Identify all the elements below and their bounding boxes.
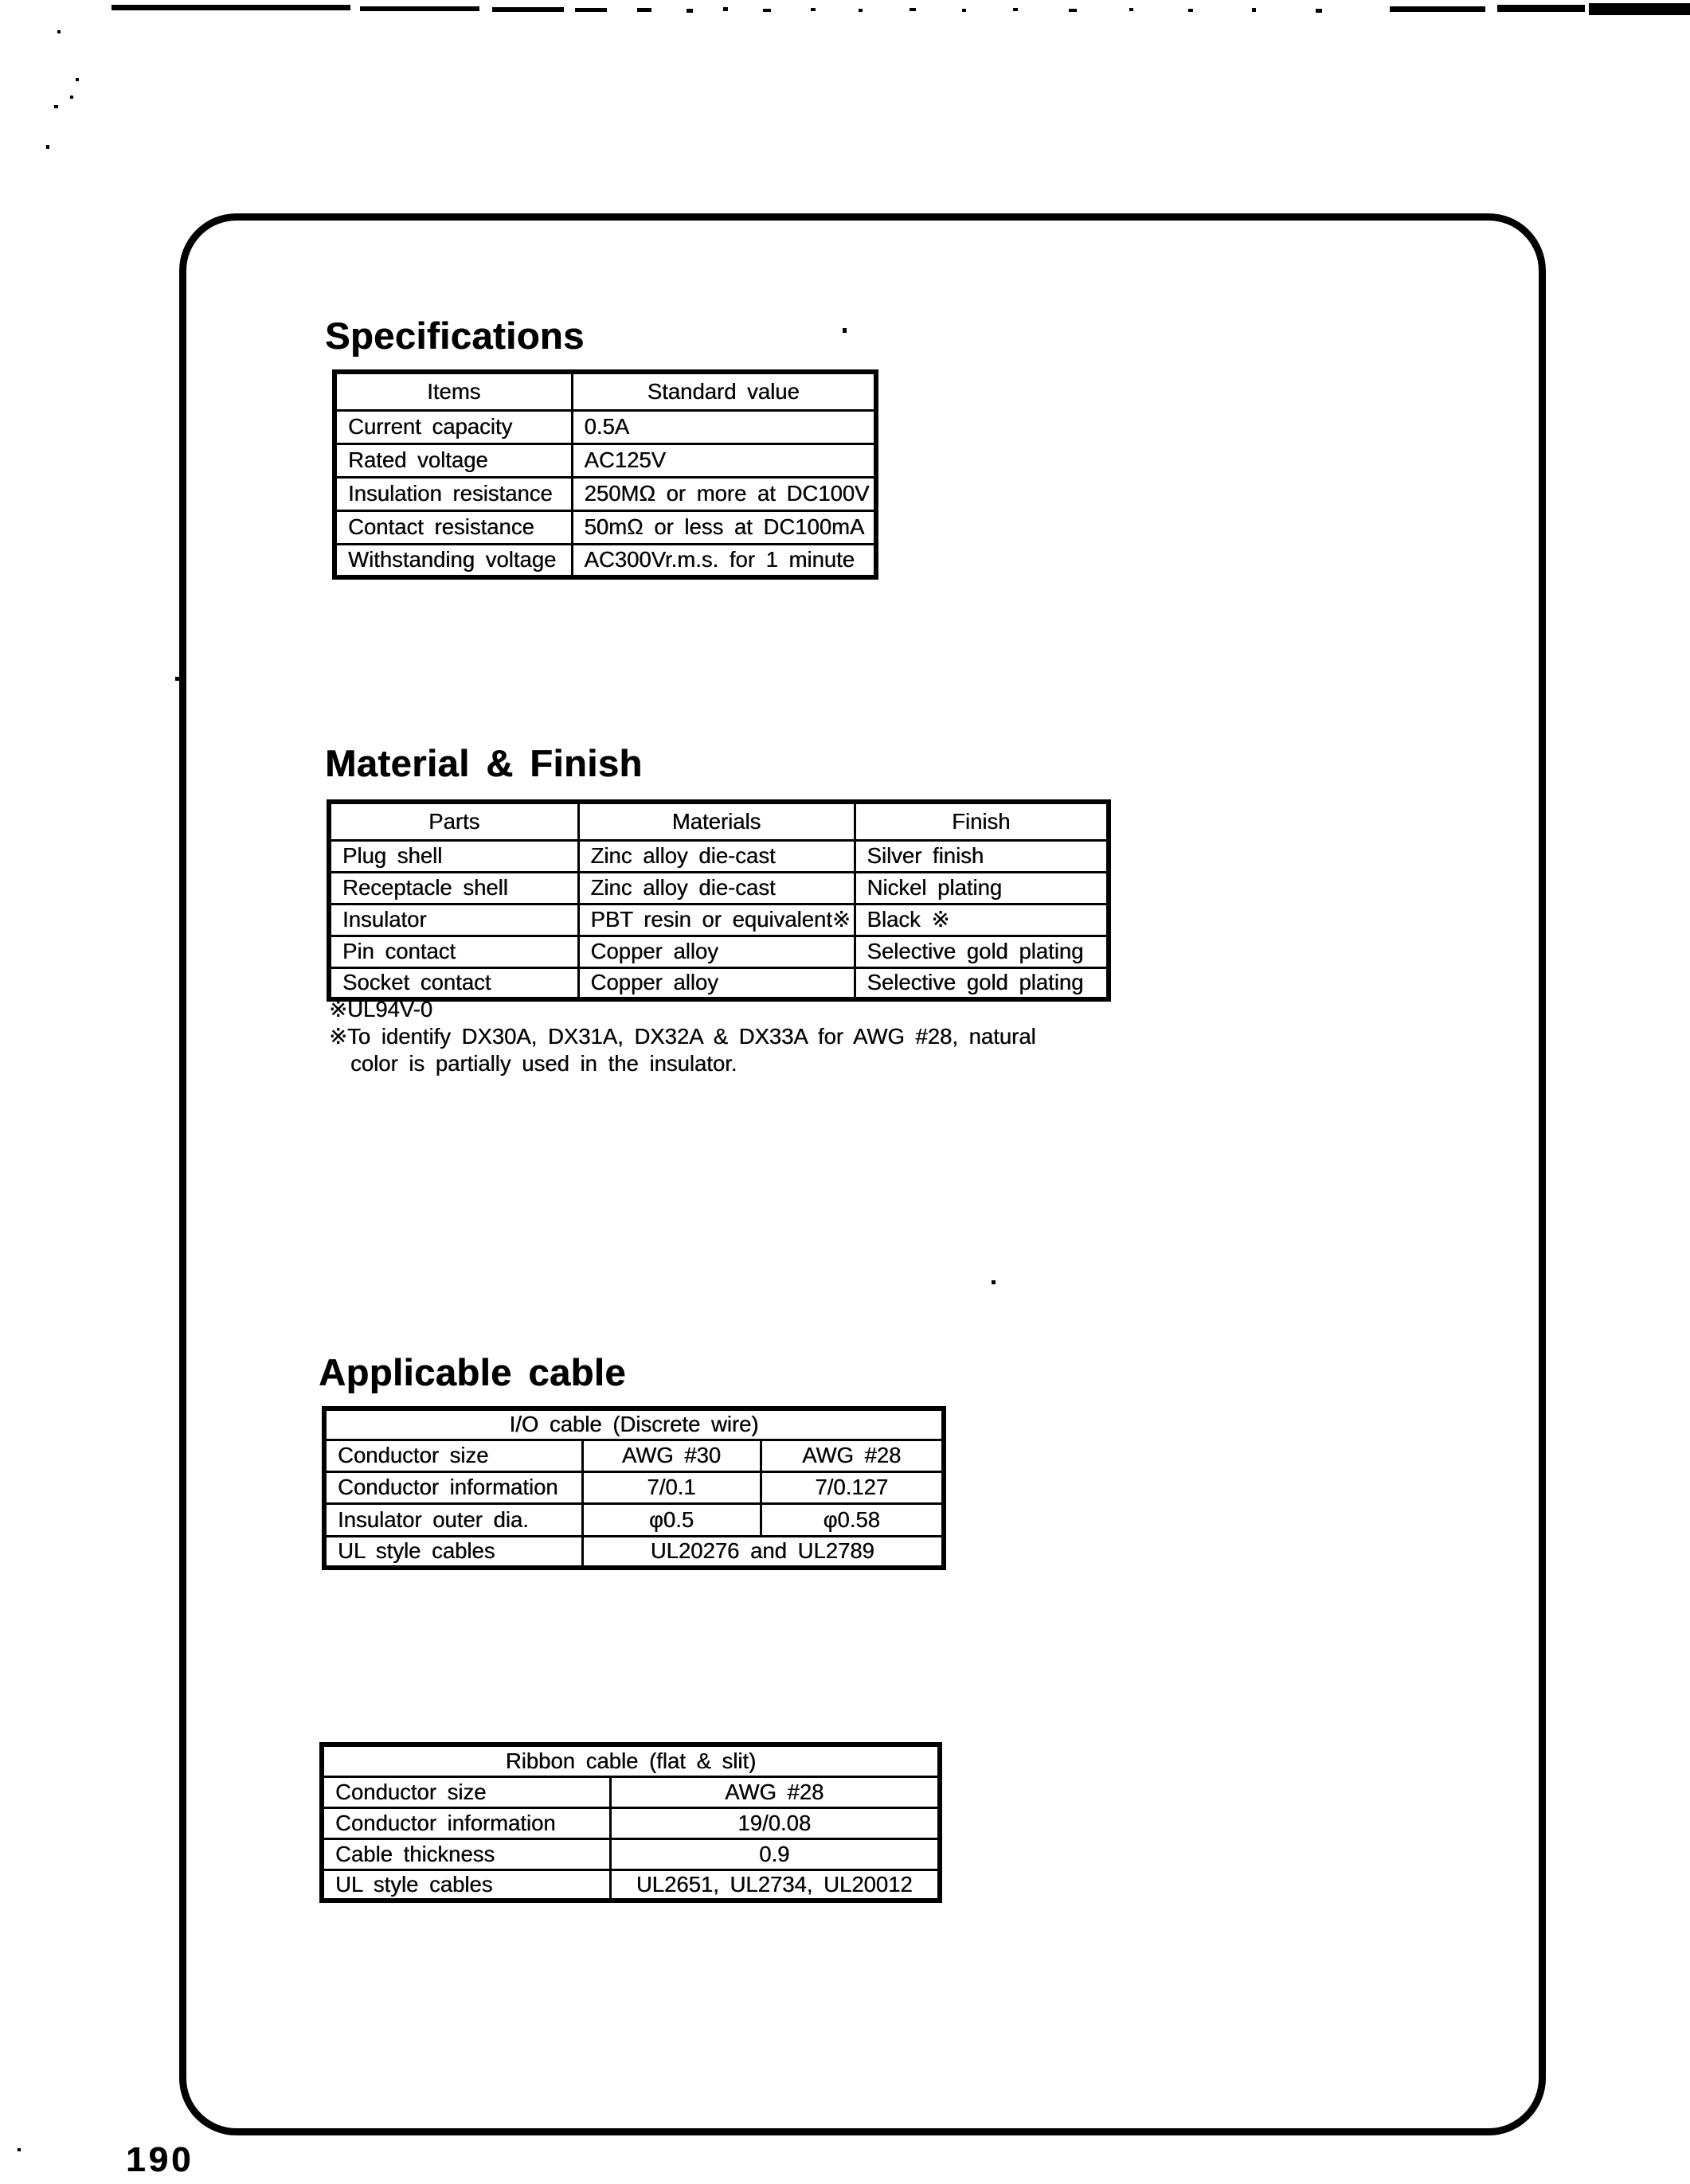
value-cell: 50mΩ or less at DC100mA bbox=[572, 510, 876, 544]
table-header-row bbox=[329, 802, 1109, 840]
specifications-table bbox=[332, 369, 878, 580]
value-cell: 250MΩ or more at DC100V bbox=[572, 477, 876, 510]
item-cell: Conductor size bbox=[324, 1440, 582, 1471]
item-cell: Withstanding voltage bbox=[334, 544, 572, 577]
item-cell: Contact resistance bbox=[334, 510, 572, 544]
item-cell: Conductor information bbox=[324, 1471, 582, 1503]
ribbon-cable-table bbox=[319, 1742, 942, 1903]
value-cell: 7/0.1 bbox=[582, 1471, 761, 1503]
part-cell: Insulator bbox=[329, 904, 578, 936]
finish-cell: Black ※ bbox=[855, 904, 1109, 936]
table-row bbox=[324, 1471, 944, 1503]
item-cell: Insulation resistance bbox=[334, 477, 572, 510]
part-cell: Socket contact bbox=[329, 967, 578, 999]
item-cell: UL style cables bbox=[324, 1536, 582, 1568]
value-cell: 19/0.08 bbox=[610, 1807, 940, 1838]
item-cell: Current capacity bbox=[334, 410, 572, 443]
value-cell: UL20276 and UL2789 bbox=[582, 1536, 944, 1568]
note-line: color is partially used in the insulator. bbox=[350, 1051, 737, 1076]
finish-cell: Selective gold plating bbox=[855, 967, 1109, 999]
specifications-title: Specifications bbox=[325, 315, 585, 357]
item-cell: Cable thickness bbox=[322, 1838, 610, 1869]
table-row bbox=[322, 1776, 940, 1807]
value-cell: AC125V bbox=[572, 443, 876, 477]
table-caption-cell: I/O cable (Discrete wire) bbox=[324, 1408, 944, 1440]
table-row bbox=[322, 1869, 940, 1901]
material-cell: Copper alloy bbox=[578, 967, 855, 999]
table-row bbox=[334, 477, 876, 510]
header-cell: Standard value bbox=[572, 372, 876, 410]
table-row bbox=[329, 936, 1109, 967]
header-cell: Parts bbox=[329, 802, 578, 840]
item-cell: Conductor size bbox=[322, 1776, 610, 1807]
finish-cell: Selective gold plating bbox=[855, 936, 1109, 967]
value-cell: φ0.58 bbox=[761, 1503, 944, 1536]
value-cell: 0.5A bbox=[572, 410, 876, 443]
table-row bbox=[334, 544, 876, 577]
material-finish-notes bbox=[329, 997, 1125, 1092]
material-cell: PBT resin or equivalent※ bbox=[578, 904, 855, 936]
value-cell: UL2651, UL2734, UL20012 bbox=[610, 1869, 940, 1901]
table-row bbox=[329, 872, 1109, 904]
table-row bbox=[324, 1536, 944, 1568]
value-cell: 7/0.127 bbox=[761, 1471, 944, 1503]
value-cell: AWG #28 bbox=[761, 1440, 944, 1471]
value-cell: 0.9 bbox=[610, 1838, 940, 1869]
table-row bbox=[324, 1503, 944, 1536]
table-row bbox=[329, 840, 1109, 872]
material-cell: Zinc alloy die-cast bbox=[578, 840, 855, 872]
io-cable-table bbox=[322, 1406, 946, 1570]
table-row bbox=[334, 510, 876, 544]
value-cell: φ0.5 bbox=[582, 1503, 761, 1536]
item-cell: Rated voltage bbox=[334, 443, 572, 477]
table-row bbox=[329, 904, 1109, 936]
material-cell: Zinc alloy die-cast bbox=[578, 872, 855, 904]
item-cell: Conductor information bbox=[322, 1807, 610, 1838]
header-cell: Finish bbox=[855, 802, 1109, 840]
material-finish-table bbox=[327, 799, 1111, 1002]
finish-cell: Silver finish bbox=[855, 840, 1109, 872]
part-cell: Pin contact bbox=[329, 936, 578, 967]
page-number: 190 bbox=[126, 2140, 194, 2179]
table-row bbox=[322, 1838, 940, 1869]
finish-cell: Nickel plating bbox=[855, 872, 1109, 904]
part-cell: Receptacle shell bbox=[329, 872, 578, 904]
part-cell: Plug shell bbox=[329, 840, 578, 872]
item-cell: Insulator outer dia. bbox=[324, 1503, 582, 1536]
table-row bbox=[334, 443, 876, 477]
applicable-cable-title: Applicable cable bbox=[319, 1351, 626, 1393]
table-caption-row bbox=[324, 1408, 944, 1440]
note-line: ※UL94V-0 bbox=[329, 997, 433, 1022]
value-cell: AWG #28 bbox=[610, 1776, 940, 1807]
value-cell: AC300Vr.m.s. for 1 minute bbox=[572, 544, 876, 577]
table-row bbox=[324, 1440, 944, 1471]
table-caption-row bbox=[322, 1744, 940, 1776]
item-cell: UL style cables bbox=[322, 1869, 610, 1901]
table-row bbox=[322, 1807, 940, 1838]
material-finish-title: Material & Finish bbox=[325, 742, 643, 784]
table-caption-cell: Ribbon cable (flat & slit) bbox=[322, 1744, 940, 1776]
material-cell: Copper alloy bbox=[578, 936, 855, 967]
table-header-row bbox=[334, 372, 876, 410]
header-cell: Materials bbox=[578, 802, 855, 840]
header-cell: Items bbox=[334, 372, 572, 410]
value-cell: AWG #30 bbox=[582, 1440, 761, 1471]
note-line: ※To identify DX30A, DX31A, DX32A & DX33A for AWG #28, natural bbox=[329, 1024, 1036, 1049]
table-row bbox=[329, 967, 1109, 999]
table-row bbox=[334, 410, 876, 443]
